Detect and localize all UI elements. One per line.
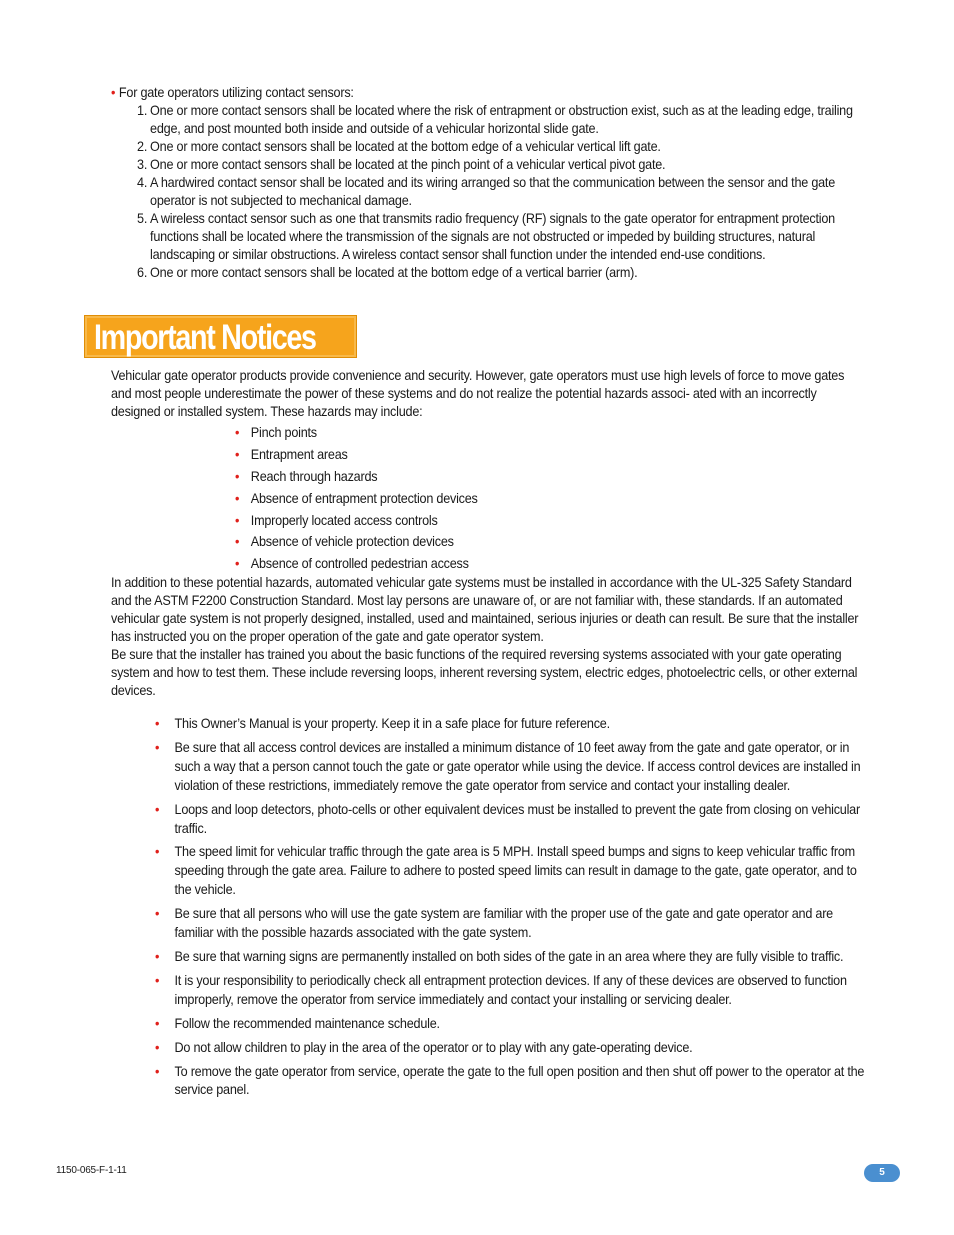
notice-text: Be sure that warning signs are permanently installed on both sides of the gate in an area where they are fully visible to traffic.	[174, 948, 844, 964]
page-number-badge: 5	[864, 1164, 900, 1182]
notices-list	[155, 715, 867, 1105]
list-item	[137, 102, 869, 138]
section-title: Important Notices	[94, 318, 316, 357]
list-item	[235, 531, 607, 553]
list-item	[235, 444, 607, 466]
notice-text: To remove the gate operator from service, operate the gate to the full open position and then shut off power to the operator at the service panel.	[174, 1063, 865, 1098]
intro-paragraph: Vehicular gate operator products provide convenience and security. However, gate operators must use high levels of force to move gates and most people underestimate the power of these systems and do not realize the potential hazards associ- ated with an incorrectly designed or installed system. These hazards may include:	[111, 368, 845, 419]
bullet-icon: •	[155, 1015, 160, 1031]
list-item	[155, 1063, 867, 1101]
training-paragraph: Be sure that the installer has trained you about the basic functions of the required reversing systems associated with your gate operating system and how to test them. These include reversing loops, inherent reversing system, electric edges, photoelectric cells, or other external devices.	[111, 647, 858, 698]
bullet-icon: •	[155, 1063, 160, 1079]
bullet-icon: •	[155, 972, 160, 988]
item-number: 3.	[137, 157, 148, 172]
hazard-text: Pinch points	[250, 424, 317, 440]
item-text: One or more contact sensors shall be located at the bottom edge of a vehicular vertical lift gate.	[150, 139, 661, 154]
bullet-icon: •	[155, 1039, 160, 1055]
item-text: One or more contact sensors shall be located where the risk of entrapment or obstruction exist, such as at the leading edge, trailing edge, and post mounted both inside and outside of a vehicular horizontal slide gate.	[150, 103, 853, 136]
item-text: A wireless contact sensor such as one that transmits radio frequency (RF) signals to the gate operator for entrapment protection functions shall be located where the transmission of the signals are not obstructed or impeded by building structures, natural landscaping or similar obstructions. A wireless contact sensor shall function under the intended end-use conditions.	[150, 211, 835, 262]
notice-text: Loops and loop detectors, photo-cells or other equivalent devices must be installed to prevent the gate from closing on vehicular traffic.	[174, 801, 860, 836]
item-text: One or more contact sensors shall be located at the pinch point of a vehicular vertical pivot gate.	[150, 157, 666, 172]
list-item	[235, 553, 607, 575]
list-item	[155, 948, 867, 967]
list-item	[155, 739, 867, 796]
hazard-text: Absence of vehicle protection devices	[250, 534, 454, 550]
list-item	[137, 138, 869, 156]
notice-text: Be sure that all access control devices are installed a minimum distance of 10 feet away from the gate and gate operator, or in such a way that a person cannot touch the gate or gate operator while using the device. If access control devices are installed in violation of these restrictions, immediately remove the gate operator from service and contact your installing dealer.	[174, 739, 861, 793]
bullet-icon: •	[155, 739, 160, 755]
document-code: 1150-065-F-1-11	[56, 1165, 127, 1176]
bullet-icon: •	[235, 512, 240, 528]
contact-sensors-heading-text: For gate operators utilizing contact sensors:	[118, 85, 354, 100]
list-item	[155, 715, 867, 734]
item-number: 1.	[137, 103, 148, 118]
list-item	[235, 488, 607, 510]
list-item	[235, 466, 607, 488]
contact-sensors-list	[111, 102, 869, 282]
list-item	[155, 843, 867, 900]
bullet-icon: •	[235, 534, 240, 550]
bullet-icon: •	[155, 948, 160, 964]
list-item	[155, 905, 867, 943]
notice-text: Do not allow children to play in the area of the operator or to play with any gate-operating device.	[174, 1039, 693, 1055]
bullet-icon: •	[155, 906, 160, 922]
list-item	[155, 801, 867, 839]
list-item	[137, 174, 869, 210]
notice-text: It is your responsibility to periodically check all entrapment protection devices. If any of these devices are observed to function improperly, remove the operator from service immediately and contact your installing or servicing dealer.	[174, 972, 847, 1007]
list-item	[235, 510, 607, 532]
contact-sensors-heading	[111, 84, 869, 102]
notice-text: Be sure that all persons who will use the gate system are familiar with the proper use of the gate and gate operator and are familiar with the possible hazards associated with the gate system.	[174, 906, 833, 941]
bullet-icon: •	[155, 844, 160, 860]
item-number: 4.	[137, 175, 148, 190]
hazard-text: Absence of entrapment protection devices	[250, 490, 478, 506]
notice-text: This Owner’s Manual is your property. Keep it in a safe place for future reference.	[174, 716, 610, 731]
contact-sensors-section	[111, 84, 869, 282]
hazards-list	[235, 422, 607, 575]
hazard-text: Improperly located access controls	[250, 512, 438, 528]
item-number: 2.	[137, 139, 148, 154]
list-item	[137, 156, 869, 174]
list-item	[155, 1015, 867, 1034]
standards-paragraph: In addition to these potential hazards, automated vehicular gate systems must be installed in accordance with the UL-325 Safety Standard and the ASTM F2200 Construction Standard. Most lay persons are unaware of, or are not familiar with, these standards. If an automated vehicular gate system is not properly designed, installed, used and maintained, serious injuries or death can result. Be sure that the installer has instructed you on the proper operation of the gate and gate operator system.	[111, 575, 859, 644]
list-item	[155, 1039, 867, 1058]
item-text: One or more contact sensors shall be located at the bottom edge of a vertical barrier (arm).	[150, 265, 638, 280]
item-number: 6.	[137, 265, 148, 280]
notice-text: Follow the recommended maintenance schedule.	[174, 1015, 440, 1031]
hazard-text: Absence of controlled pedestrian access	[250, 556, 469, 572]
hazard-text: Entrapment areas	[250, 446, 348, 462]
list-item	[137, 210, 869, 264]
standards-paragraphs	[111, 574, 862, 700]
list-item	[235, 422, 607, 444]
hazard-text: Reach through hazards	[250, 468, 378, 484]
bullet-icon: •	[111, 85, 116, 100]
list-item	[137, 264, 869, 282]
section-heading-banner	[84, 315, 357, 358]
bullet-icon: •	[235, 490, 240, 506]
bullet-icon: •	[235, 424, 240, 440]
item-text: A hardwired contact sensor shall be located and its wiring arranged so that the communication between the sensor and the gate operator is not subjected to mechanical damage.	[150, 175, 836, 208]
notice-text: The speed limit for vehicular traffic through the gate area is 5 MPH. Install speed bumps and signs to keep vehicular traffic from speeding through the gate area. Failure to adhere to posted speed limits can result in damage to the gate, gate operator, and to the vehicle.	[174, 844, 857, 898]
bullet-icon: •	[155, 801, 160, 817]
item-number: 5.	[137, 211, 148, 226]
bullet-icon: •	[235, 468, 240, 484]
bullet-icon: •	[235, 446, 240, 462]
bullet-icon: •	[235, 556, 240, 572]
list-item	[155, 972, 867, 1010]
bullet-icon: •	[155, 716, 160, 731]
